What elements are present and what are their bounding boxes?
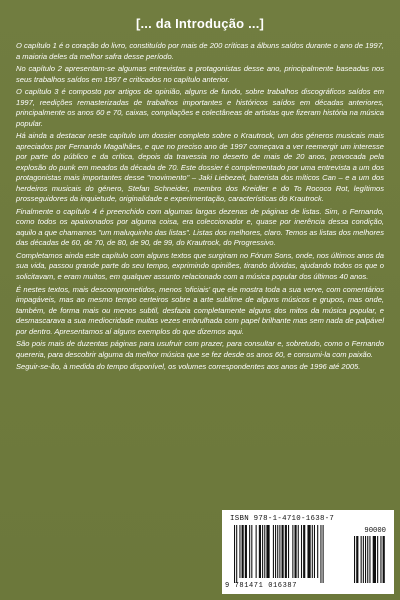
paragraph-krautrock-dossier: Há ainda a destacar neste capítulo um dossier completo sobre o Krautrock, um dos géneros musicais mais apreciados por Fernando Magalhães, e que no preciso ano de 1997 começava a ver reemergir um interesse por parte do público e da crítica, depois da travessia no deserto de mais de 20 anos, provocada pela explosão do punk em meados da década de 70. Este dossier é complementado por uma entrevista a um dos protagonistas mais importantes desse "movimento" – Jaki Liebezeit, baterista dos míticos Can – e a um dos herdeiros musicais do género, Stefan Schneider, membro dos Kreidler e do To Rococo Rot, legítimos prosseguidores da inquietude, originalidade e experimentação, características do Krautrock. [16,131,384,204]
barcode-bar [367,536,368,583]
barcode-bar [377,536,378,583]
barcode-bar [298,525,299,578]
barcode-addon-bars [354,536,388,583]
barcode-bar [245,525,247,578]
barcode-bar [317,525,318,578]
barcode-bar [288,525,289,578]
barcode-bar [369,536,370,583]
barcode-bar [307,525,310,578]
barcode-bar [363,536,364,583]
barcode-bar [266,525,269,578]
isbn-barcode-box [222,510,394,594]
barcode-bar [234,525,235,583]
paragraph-volumes: Seguir-se-ão, à medida do tempo disponível, os volumes correspondentes aos anos de 1996 até 2005. [16,362,361,372]
barcode-bar [301,525,302,578]
barcode-bar [273,525,274,578]
barcode-bar [356,536,358,583]
barcode-bar [262,525,263,578]
paragraph-chapter-1: O capítulo 1 é o coração do livro, constituído por mais de 200 críticas a álbuns saídos durante o ano de 1997, a maioria deles da melhor safra desse período. [16,41,384,61]
barcode-digits: 9 781471 016387 [225,582,298,590]
barcode-bar [249,525,250,578]
introduction-heading: [... da Introdução ...] [135,16,265,31]
barcode-bar [314,525,315,578]
barcode-bar [239,525,240,578]
barcode-bar [383,536,385,583]
paragraph-chapter-3: O capítulo 3 é composto por artigos de opinião, alguns de fundo, sobre trabalhos discográficos saídos em 1997, reedições remasterizadas de trabalhos importantes e históricos saídos em décadas anteriores, principalmente os anos 60 e 70, caixas, compilações e colectâneas de artistas que fizeram história na música popular. [16,87,384,128]
barcode-bar [236,525,237,583]
barcode-bar [285,525,287,578]
barcode-main-bars [234,525,348,583]
barcode-bar [251,525,252,578]
barcode-bar [303,525,305,578]
barcode-bar [361,536,362,583]
barcode-bar [282,525,284,578]
barcode-bar [264,525,265,578]
paragraph-chapter-4: Finalmente o capítulo 4 é preenchido com algumas largas dezenas de páginas de listas. Sim, o Fernando, como todos os apaixonados por alguma coisa, era coleccionador e, quase por inerência dessa condição, aquilo a que chamamos "um maluquinho das listas". Listas dos melhores, claro. Temos as listas dos melhores das décadas de 60, de 70, de 80, de 90, de 99, do Krautrock, do Progressivo. [16,206,384,248]
paragraph-pages: São pois mais de duzentas páginas para usufruir com prazer, para consultar e, sobretudo, como o Fernando quereria, para descobrir alguma da melhor música que se fez desde os anos 60, e consumi-la com paixão. [16,339,384,359]
barcode-bar [312,525,313,578]
isbn-label: ISBN 978-1-4710-1638-7 [230,515,335,523]
barcode-bar [292,525,293,578]
paragraph-texts: É nestes textos, mais descomprometidos, menos 'oficiais' que ele mostra toda a sua verve, com comentários impagáveis, mas ao mesmo tempo certeiros sobre a arte sublime de alguns músicos e grupos, mas onde, também, de forma mais ou menos subtil, desfazia completamente alguns dos mitos da música popular, e desmascarava a sua mediocridade muitas vezes embrulhada com papel brilhante mas sem nada de palpável por dentro. Apresentamos aí alguns exemplos do que dizemos aqui. [16,284,384,336]
barcode-bar [275,525,276,578]
paragraph-chapter-2: No capítulo 2 apresentam-se algumas entrevistas a protagonistas desse ano, principalmente baseadas nos seus trabalhos saídos em 1997 e criticados no capítulo anterior. [16,64,384,84]
barcode-bar [259,525,261,578]
barcode-bar [365,536,366,583]
paragraph-forum-sons: Completamos ainda este capítulo com alguns textos que surgiram no Fórum Sons, onde, nos últimos anos da sua vida, passou grande parte do seu tempo, exprimindo opiniões, tirando dúvidas, ajudando todos os que o solicitavam, e eram muitos, em qualquer assunto relacionado com a música popular dos últimos 40 anos. [16,250,384,281]
barcode-bar [320,525,321,583]
barcode-bar [294,525,296,578]
barcode-bar [323,525,324,583]
price-code: 90000 [364,527,386,535]
barcode-bar [256,525,257,578]
barcode-bar [277,525,278,578]
barcode-bar [373,536,376,583]
barcode-bar [380,536,381,583]
introduction-text [16,41,384,375]
barcode-bar [354,536,355,583]
barcode-bar [279,525,280,578]
barcode-bar [242,525,244,578]
